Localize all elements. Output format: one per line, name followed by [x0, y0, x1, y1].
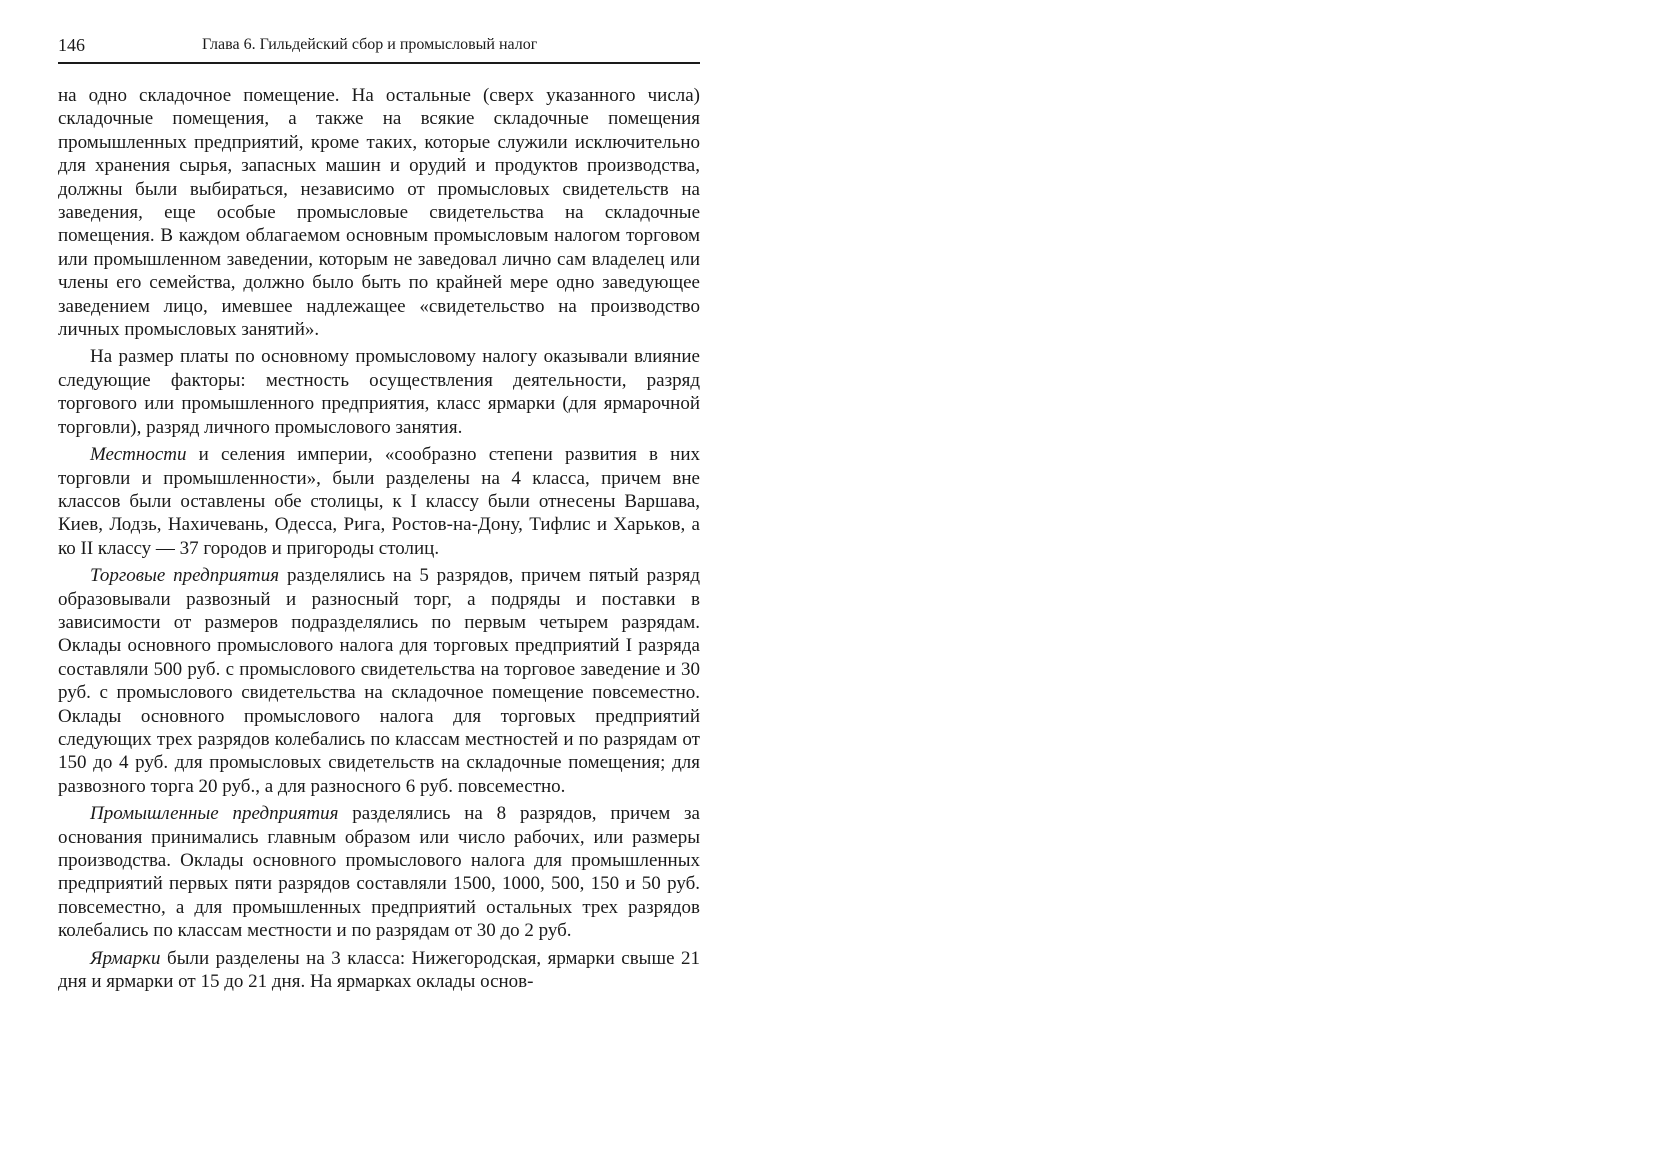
paragraph-industrial-enterprises [58, 802, 700, 942]
paragraph-text: разделялись на 8 разрядов, причем за основания принимались главным образом или число рабочих, или размеры производства. Оклады основного промыслового налога для промышленных предприятий первых пяти разрядов составляли 1500, 1000, 500, 150 и 50 руб. повсеместно, а для промышленных предприятий остальных трех разрядов колебались по классам местности и по разрядам от 30 до 2 руб. [58, 803, 700, 942]
paragraph-lead: Ярмарки [90, 947, 161, 969]
page-number: 146 [58, 35, 85, 55]
paragraph-payment-factors [58, 345, 700, 439]
body-text [58, 84, 700, 993]
paragraph-continuation [58, 84, 700, 341]
paragraph-lead: Местности [90, 444, 187, 466]
paragraph-fairs [58, 947, 700, 994]
chapter-title: Глава 6. Гильдейский сбор и промысловый налог [202, 36, 538, 53]
paragraph-text: на одно складочное помещение. На остальные (сверх указанного числа) складочные помещения, а также на всякие складочные помещения промышленных предприятий, кроме таких, которые служили исключительно для хранения сырья, запасных машин и орудий и продуктов производства, должны были выбираться, независимо от промысловых свидетельств на заведения, еще особые промысловые свидетельства на складочные помещения. В каждом облагаемом основным промысловым налогом торговом или промышленном заведении, которым не заведовал лично сам владелец или члены его семейства, должно было быть по крайней мере одно заведующее заведением лицо, имевшее надлежащее «свидетельство на производство личных промысловых занятий». [58, 85, 700, 341]
paragraph-localities [58, 443, 700, 560]
paragraph-text: и селения империи, «сообразно степени развития в них торговли и промышленности», были разделены на 4 класса, причем вне классов были оставлены обе столицы, к I классу были отнесены Варшава, Киев, Лодзь, Нахичевань, Одесса, Рига, Ростов-на-Дону, Тифлис и Харьков, а ко II классу — 37 городов и пригороды столиц. [58, 444, 700, 559]
paragraph-lead: Торговые предприятия [90, 565, 280, 587]
book-page [58, 30, 700, 997]
paragraph-text: На размер платы по основному промысловому налогу оказывали влияние следующие факторы: местность осуществления деятельности, разряд торгового или промышленного предприятия, класс ярмарки (для ярмарочной торговли), разряд личного промыслового занятия. [58, 346, 700, 438]
paragraph-text: разделялись на 5 разрядов, причем пятый разряд образовывали развозный и разносный торг, а подряды и поставки в зависимости от размеров подразделялись по первым четырем разрядам. Оклады основного промыслового налога для торговых предприятий I разряда составляли 500 руб. с промыслового свидетельства на торговое заведение и 30 руб. с промыслового свидетельства на складочное помещение повсеместно. Оклады основного промыслового налога для торговых предприятий следующих трех разрядов колебались по классам местностей и по разрядам от 150 до 4 руб. для промысловых свидетельств на складочные помещения; для развозного торга 20 руб., а для разносного 6 руб. повсеместно. [58, 565, 700, 797]
paragraph-trade-enterprises [58, 564, 700, 798]
paragraph-lead: Промышленные предприятия [90, 803, 339, 825]
paragraph-text: были разделены на 3 класса: Нижегородская, ярмарки свыше 21 дня и ярмарки от 15 до 21 дня. На ярмарках оклады основ- [58, 947, 700, 993]
running-head [58, 30, 700, 64]
